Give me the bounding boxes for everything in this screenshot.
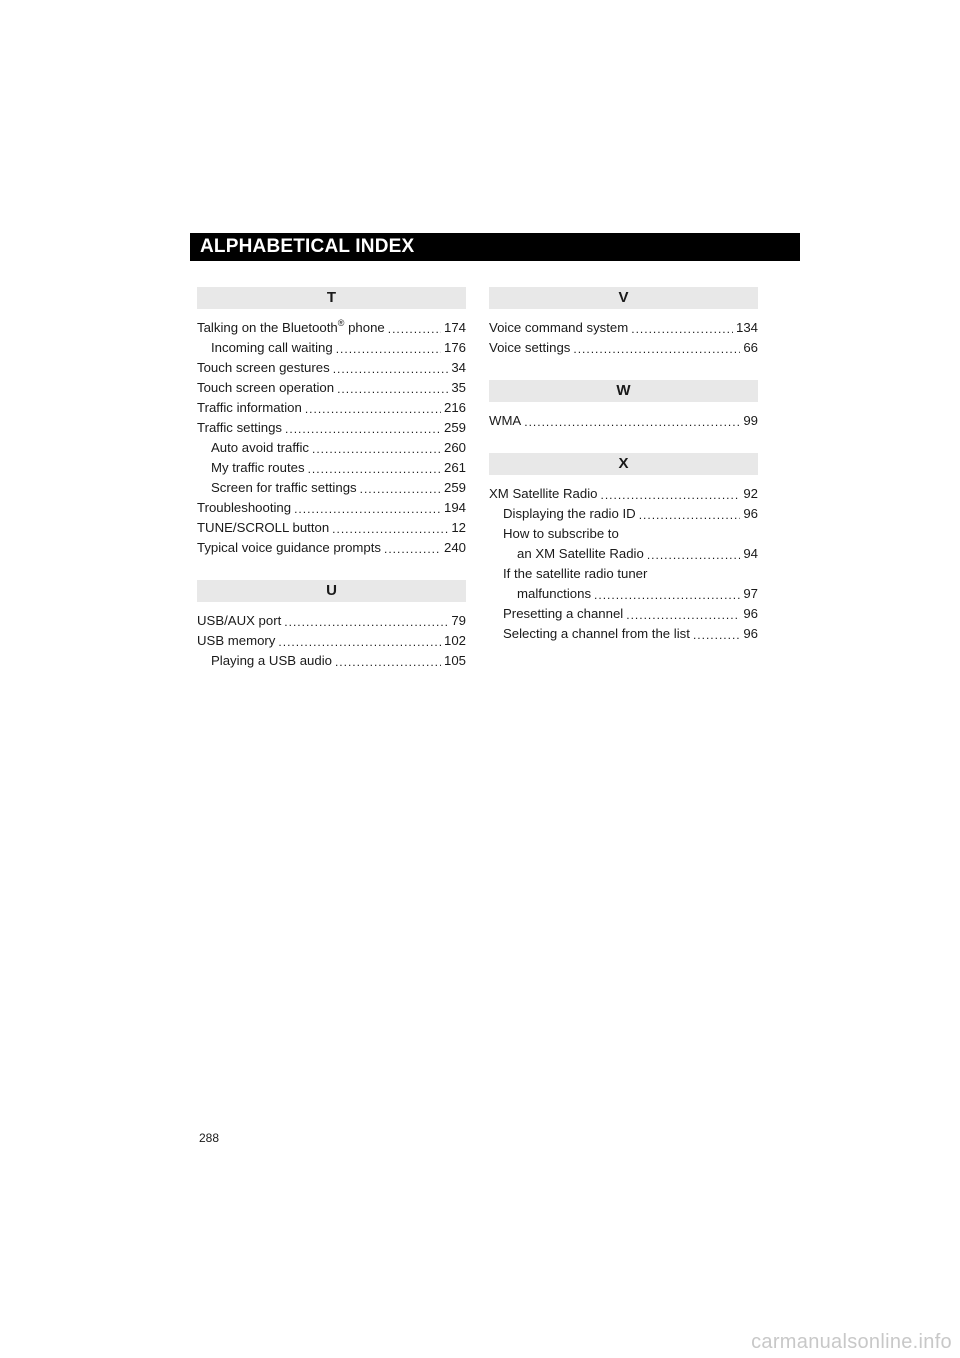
- index-entry[interactable]: [197, 518, 466, 538]
- entry-text: XM Satellite Radio: [489, 486, 598, 501]
- entry-text: Traffic information: [197, 400, 302, 415]
- entry-page: 259: [443, 420, 466, 435]
- entry-page: 259: [443, 480, 466, 495]
- entry-label: [197, 318, 385, 338]
- entry-text: Selecting a channel from the list: [503, 626, 690, 641]
- entry-text: USB memory: [197, 633, 276, 648]
- entry-label: [197, 358, 330, 378]
- leader-dots: [335, 653, 441, 671]
- entry-text: Screen for traffic settings: [211, 480, 357, 495]
- index-entry[interactable]: [197, 398, 466, 418]
- entry-text: Typical voice guidance prompts: [197, 540, 381, 555]
- entry-text: Touch screen operation: [197, 380, 335, 395]
- index-entry-line: How to subscribe to: [503, 526, 619, 541]
- leader-dots: [639, 506, 741, 524]
- index-entries: [489, 411, 758, 431]
- leader-dots: [693, 626, 740, 644]
- entry-label: [197, 631, 275, 651]
- leader-dots: [285, 420, 441, 438]
- watermark: carmanualsonline.info: [751, 1331, 952, 1353]
- entry-label: [489, 318, 628, 338]
- entry-page: 102: [443, 633, 466, 648]
- entry-label: malfunctions: [517, 586, 592, 601]
- index-entry[interactable]: [489, 484, 758, 504]
- entry-label: [197, 378, 334, 398]
- entry-suffix: phone: [344, 320, 385, 335]
- leader-dots: [284, 613, 448, 631]
- leader-dots: [337, 380, 448, 398]
- entry-label: [503, 624, 690, 644]
- leader-dots: [384, 540, 441, 558]
- left-column: [197, 287, 466, 693]
- leader-dots: [333, 360, 449, 378]
- entry-page: 99: [743, 413, 758, 428]
- leader-dots: [294, 500, 441, 518]
- entry-page: 66: [743, 340, 758, 355]
- entry-text: USB/AUX port: [197, 613, 282, 628]
- entry-page: 96: [743, 606, 758, 621]
- leader-dots: [626, 606, 740, 624]
- entry-label: [197, 398, 302, 418]
- index-entry[interactable]: [489, 584, 758, 604]
- index-header: [190, 233, 800, 261]
- entry-page: 260: [443, 440, 466, 455]
- entry-page: 174: [443, 320, 466, 335]
- index-entry[interactable]: [197, 498, 466, 518]
- section-letter: T: [197, 287, 466, 309]
- leader-dots: [573, 340, 740, 358]
- section-letter: X: [489, 453, 758, 475]
- index-section-u: [197, 580, 466, 671]
- index-entry[interactable]: [197, 478, 466, 498]
- index-entry[interactable]: [489, 411, 758, 431]
- registered-mark: ®: [337, 318, 345, 328]
- leader-dots: [388, 320, 441, 338]
- index-entry[interactable]: [197, 538, 466, 558]
- entry-label: [211, 651, 332, 671]
- entry-page: 79: [451, 613, 466, 628]
- entry-text: WMA: [489, 413, 522, 428]
- entry-label: [197, 498, 291, 518]
- index-entry-line: If the satellite radio tuner: [503, 566, 648, 581]
- entry-label: [503, 604, 623, 624]
- leader-dots: [312, 440, 441, 458]
- entry-text: Incoming call waiting: [211, 340, 333, 355]
- entry-label: [489, 338, 570, 358]
- leader-dots: [332, 520, 448, 538]
- section-letter: V: [489, 287, 758, 309]
- index-entries: [197, 611, 466, 671]
- right-column: [489, 287, 758, 666]
- leader-dots: [524, 413, 740, 431]
- entry-text: Voice command system: [489, 320, 629, 335]
- index-entry[interactable]: [489, 604, 758, 624]
- entry-text: My traffic routes: [211, 460, 305, 475]
- entry-text: Troubleshooting: [197, 500, 292, 515]
- leader-dots: [336, 340, 441, 358]
- entry-text: Talking on the Bluetooth: [197, 320, 338, 335]
- index-entry[interactable]: [197, 378, 466, 398]
- index-entry[interactable]: [489, 318, 758, 338]
- index-entry[interactable]: [197, 458, 466, 478]
- entry-page: 96: [743, 626, 758, 641]
- entry-text: Touch screen gestures: [197, 360, 330, 375]
- entry-label: [211, 458, 305, 478]
- index-entries: [489, 484, 758, 644]
- page-number: 288: [199, 1131, 220, 1145]
- entry-page: 92: [743, 486, 758, 501]
- entry-label: [211, 338, 333, 358]
- index-section-t: [197, 287, 466, 558]
- entry-text: Displaying the radio ID: [503, 506, 636, 521]
- entry-page: 240: [443, 540, 466, 555]
- entry-page: 96: [743, 506, 758, 521]
- index-entry[interactable]: [197, 418, 466, 438]
- index-entry[interactable]: [197, 651, 466, 671]
- entry-label: [503, 504, 636, 524]
- index-section-x: [489, 453, 758, 644]
- entry-page: 134: [735, 320, 758, 335]
- index-entry[interactable]: [197, 438, 466, 458]
- index-entry[interactable]: [489, 338, 758, 358]
- entry-page: 216: [443, 400, 466, 415]
- index-entry[interactable]: [197, 631, 466, 651]
- entry-label: an XM Satellite Radio: [517, 546, 644, 561]
- leader-dots: [631, 320, 733, 338]
- section-letter: U: [197, 580, 466, 602]
- entry-page: 261: [443, 460, 466, 475]
- entry-text: Auto avoid traffic: [211, 440, 309, 455]
- entry-page: 34: [451, 360, 466, 375]
- entry-page: 12: [451, 520, 466, 535]
- leader-dots: [594, 586, 740, 604]
- entry-label: [197, 518, 329, 538]
- index-section-v: [489, 287, 758, 358]
- entry-text: Voice settings: [489, 340, 571, 355]
- leader-dots: [305, 400, 441, 418]
- entry-label: [197, 538, 381, 558]
- index-section-w: [489, 380, 758, 431]
- entry-page: 105: [443, 653, 466, 668]
- section-letter: W: [489, 380, 758, 402]
- index-entry[interactable]: [197, 318, 466, 338]
- leader-dots: [360, 480, 441, 498]
- index-entry[interactable]: [489, 504, 758, 524]
- index-entry[interactable]: [197, 611, 466, 631]
- entry-label: [211, 478, 357, 498]
- leader-dots: [278, 633, 441, 651]
- entry-label: [197, 418, 282, 438]
- entry-text: Presetting a channel: [503, 606, 624, 621]
- entry-label: [211, 438, 309, 458]
- leader-dots: [600, 486, 740, 504]
- index-title: ALPHABETICAL INDEX: [200, 236, 415, 257]
- entry-page: 176: [443, 340, 466, 355]
- index-entries: [197, 318, 466, 558]
- entry-label: [197, 611, 281, 631]
- entry-text: TUNE/SCROLL button: [197, 520, 330, 535]
- index-entry[interactable]: [489, 544, 758, 564]
- entry-text: Playing a USB audio: [211, 653, 332, 668]
- index-entry[interactable]: [197, 358, 466, 378]
- leader-dots: [308, 460, 441, 478]
- entry-text: Traffic settings: [197, 420, 283, 435]
- entry-page: 97: [743, 586, 758, 601]
- entry-page: 94: [743, 546, 758, 561]
- leader-dots: [647, 546, 741, 564]
- entry-label: [489, 484, 597, 504]
- index-entry[interactable]: [489, 624, 758, 644]
- entry-label: [489, 411, 521, 431]
- index-entries: [489, 318, 758, 358]
- index-entry[interactable]: [197, 338, 466, 358]
- entry-page: 194: [443, 500, 466, 515]
- entry-page: 35: [451, 380, 466, 395]
